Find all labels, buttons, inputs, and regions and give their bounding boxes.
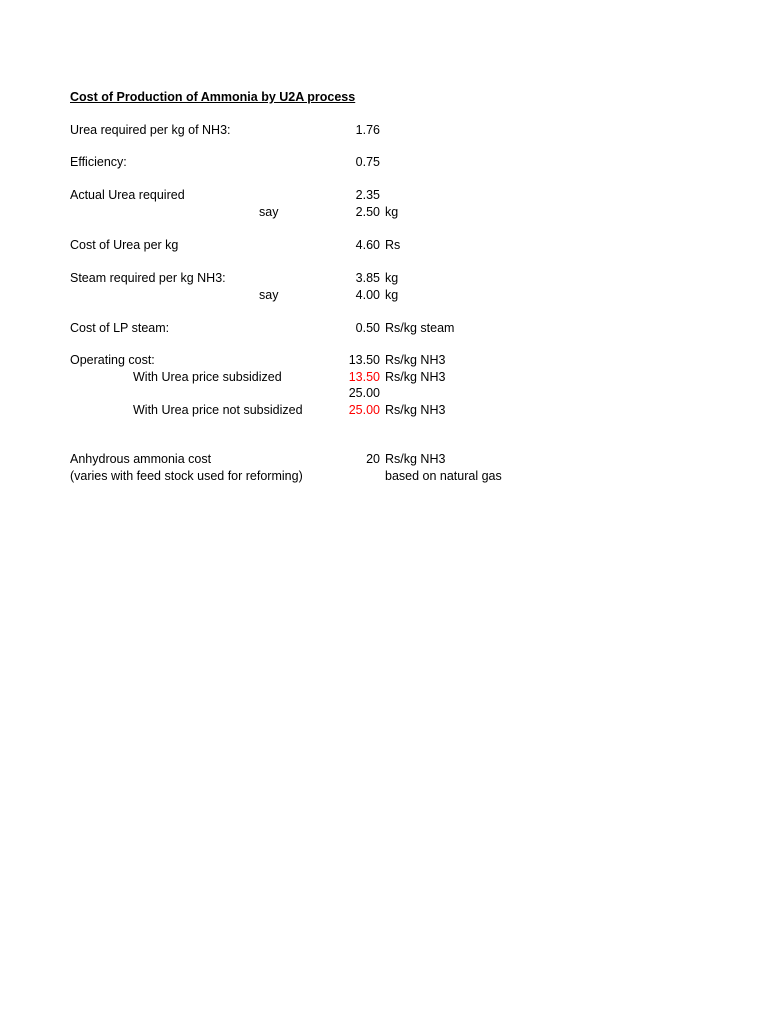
not-subsidized-value: 25.00 bbox=[348, 403, 380, 417]
lp-steam-unit: Rs/kg steam bbox=[385, 321, 455, 335]
operating-cost-label: Operating cost: bbox=[70, 353, 155, 367]
page-title: Cost of Production of Ammonia by U2A process bbox=[70, 90, 356, 104]
actual-urea-value: 2.35 bbox=[355, 188, 380, 202]
operating-cost-unit: Rs/kg NH3 bbox=[385, 353, 446, 367]
urea-required-value: 1.76 bbox=[355, 123, 380, 137]
steam-required-label: Steam required per kg NH3: bbox=[70, 271, 226, 285]
subsidized-label: With Urea price subsidized bbox=[133, 370, 282, 384]
steam-required-unit: kg bbox=[385, 271, 399, 285]
actual-urea-say-label: say bbox=[259, 205, 279, 219]
steam-say-unit: kg bbox=[385, 288, 399, 302]
urea-cost-unit: Rs bbox=[385, 238, 401, 252]
urea-cost-value: 4.60 bbox=[355, 238, 380, 252]
natural-gas-note: based on natural gas bbox=[385, 469, 502, 483]
urea-required-label: Urea required per kg of NH3: bbox=[70, 123, 231, 137]
subsidized-value: 13.50 bbox=[348, 370, 380, 384]
not-subsidized-label: With Urea price not subsidized bbox=[133, 403, 303, 417]
operating-cost-value: 13.50 bbox=[348, 353, 380, 367]
subsidized-unit: Rs/kg NH3 bbox=[385, 370, 446, 384]
actual-urea-say-unit: kg bbox=[385, 205, 399, 219]
efficiency-label: Efficiency: bbox=[70, 155, 127, 169]
steam-say-label: say bbox=[259, 288, 279, 302]
steam-say-value: 4.00 bbox=[355, 288, 380, 302]
lp-steam-value: 0.50 bbox=[355, 321, 380, 335]
lp-steam-label: Cost of LP steam: bbox=[70, 321, 170, 335]
anhydrous-value: 20 bbox=[366, 452, 380, 466]
actual-urea-say-value: 2.50 bbox=[355, 205, 380, 219]
not-subsidized-unit: Rs/kg NH3 bbox=[385, 403, 446, 417]
varies-note: (varies with feed stock used for reforming) bbox=[70, 469, 303, 483]
urea-cost-label: Cost of Urea per kg bbox=[70, 238, 179, 252]
anhydrous-label: Anhydrous ammonia cost bbox=[70, 452, 212, 466]
intermediate-value: 25.00 bbox=[348, 386, 380, 400]
anhydrous-unit: Rs/kg NH3 bbox=[385, 452, 446, 466]
steam-required-value: 3.85 bbox=[355, 271, 380, 285]
efficiency-value: 0.75 bbox=[355, 155, 380, 169]
actual-urea-label: Actual Urea required bbox=[70, 188, 185, 202]
